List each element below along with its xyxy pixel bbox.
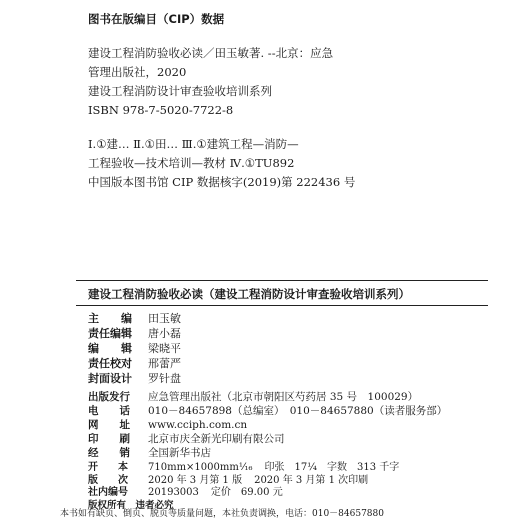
credit-row bbox=[88, 326, 181, 341]
format-row bbox=[88, 487, 283, 500]
publish-value: 全国新华书店 bbox=[148, 447, 211, 459]
format-value-extra: 定价 69.00 元 bbox=[210, 487, 283, 498]
publish-row bbox=[88, 418, 247, 432]
divider bbox=[76, 280, 488, 281]
credit-value: 田玉敏 bbox=[148, 312, 181, 325]
credit-row bbox=[88, 341, 181, 356]
publish-value: 010－84657898（总编室） 010－84657880（读者服务部） bbox=[148, 405, 448, 417]
format-row bbox=[88, 475, 368, 488]
cip-number: 中国版本图书馆 CIP 数据核字(2019)第 222436 号 bbox=[88, 175, 356, 189]
format-value: 2020 年 3 月第 1 版 bbox=[148, 474, 243, 486]
cip-classification: 工程验收—技术培训—教材 Ⅳ.①TU892 bbox=[88, 156, 295, 170]
credit-label: 编 辑 bbox=[88, 342, 132, 355]
format-value-extra: 2020 年 3 月第 1 次印刷 bbox=[254, 474, 369, 486]
publish-label: 电 话 bbox=[88, 405, 130, 417]
publish-label: 经 销 bbox=[88, 447, 130, 459]
credit-label: 主 编 bbox=[88, 312, 132, 325]
cip-line: 管理出版社，2020 bbox=[88, 65, 187, 79]
credit-label: 责任编辑 bbox=[88, 327, 132, 340]
credit-row bbox=[88, 356, 181, 371]
credit-label: 封面设计 bbox=[88, 372, 132, 385]
rights-notice: 本书如有缺页、倒页、脱页等质量问题，本社负责调换，电话：010－84657880 bbox=[60, 509, 384, 519]
book-title: 建设工程消防验收必读（建设工程消防设计审查验收培训系列） bbox=[88, 287, 410, 301]
divider bbox=[76, 305, 488, 306]
format-value-extra: 印张 17¼ 字数 313 千字 bbox=[264, 462, 400, 473]
publish-row bbox=[88, 390, 418, 404]
credit-value: 邢蕾严 bbox=[148, 357, 181, 370]
publish-label: 出版发行 bbox=[88, 391, 130, 403]
credit-value: 唐小磊 bbox=[148, 327, 181, 340]
publish-value: www.cciph.com.cn bbox=[148, 419, 248, 431]
credit-value: 罗针盘 bbox=[148, 372, 181, 385]
cip-block bbox=[88, 10, 498, 192]
format-label: 开 本 bbox=[88, 462, 128, 473]
cip-line: ISBN 978-7-5020-7722-8 bbox=[88, 103, 234, 117]
rights-heading: 版权所有 违者必究 bbox=[88, 500, 174, 511]
credit-value: 梁晓平 bbox=[148, 342, 181, 355]
format-label: 版 次 bbox=[88, 474, 128, 486]
publish-value: 应急管理出版社（北京市朝阳区芍药居 35 号 100029） bbox=[148, 391, 419, 403]
cip-classification: Ⅰ.①建… Ⅱ.①田… Ⅲ.①建筑工程—消防— bbox=[88, 137, 299, 151]
publish-label: 印 刷 bbox=[88, 433, 130, 445]
format-label: 社内编号 bbox=[88, 487, 128, 498]
publish-label: 网 址 bbox=[88, 419, 130, 431]
format-value: 20193003 bbox=[148, 487, 199, 498]
credit-label: 责任校对 bbox=[88, 357, 132, 370]
credit-row bbox=[88, 311, 181, 326]
publish-value: 北京市庆全新光印刷有限公司 bbox=[148, 433, 285, 445]
cip-line: 建设工程消防验收必读／田玉敏著. --北京：应急 bbox=[88, 46, 334, 60]
publish-row bbox=[88, 432, 285, 446]
cip-heading: 图书在版编目（CIP）数据 bbox=[88, 12, 225, 26]
format-value: 710mm×1000mm¹⁄₁₆ bbox=[148, 462, 253, 473]
cip-line: 建设工程消防设计审查验收培训系列 bbox=[88, 84, 272, 98]
publish-row bbox=[88, 404, 447, 418]
credit-row bbox=[88, 371, 181, 386]
publish-row bbox=[88, 446, 211, 460]
format-row bbox=[88, 462, 399, 475]
